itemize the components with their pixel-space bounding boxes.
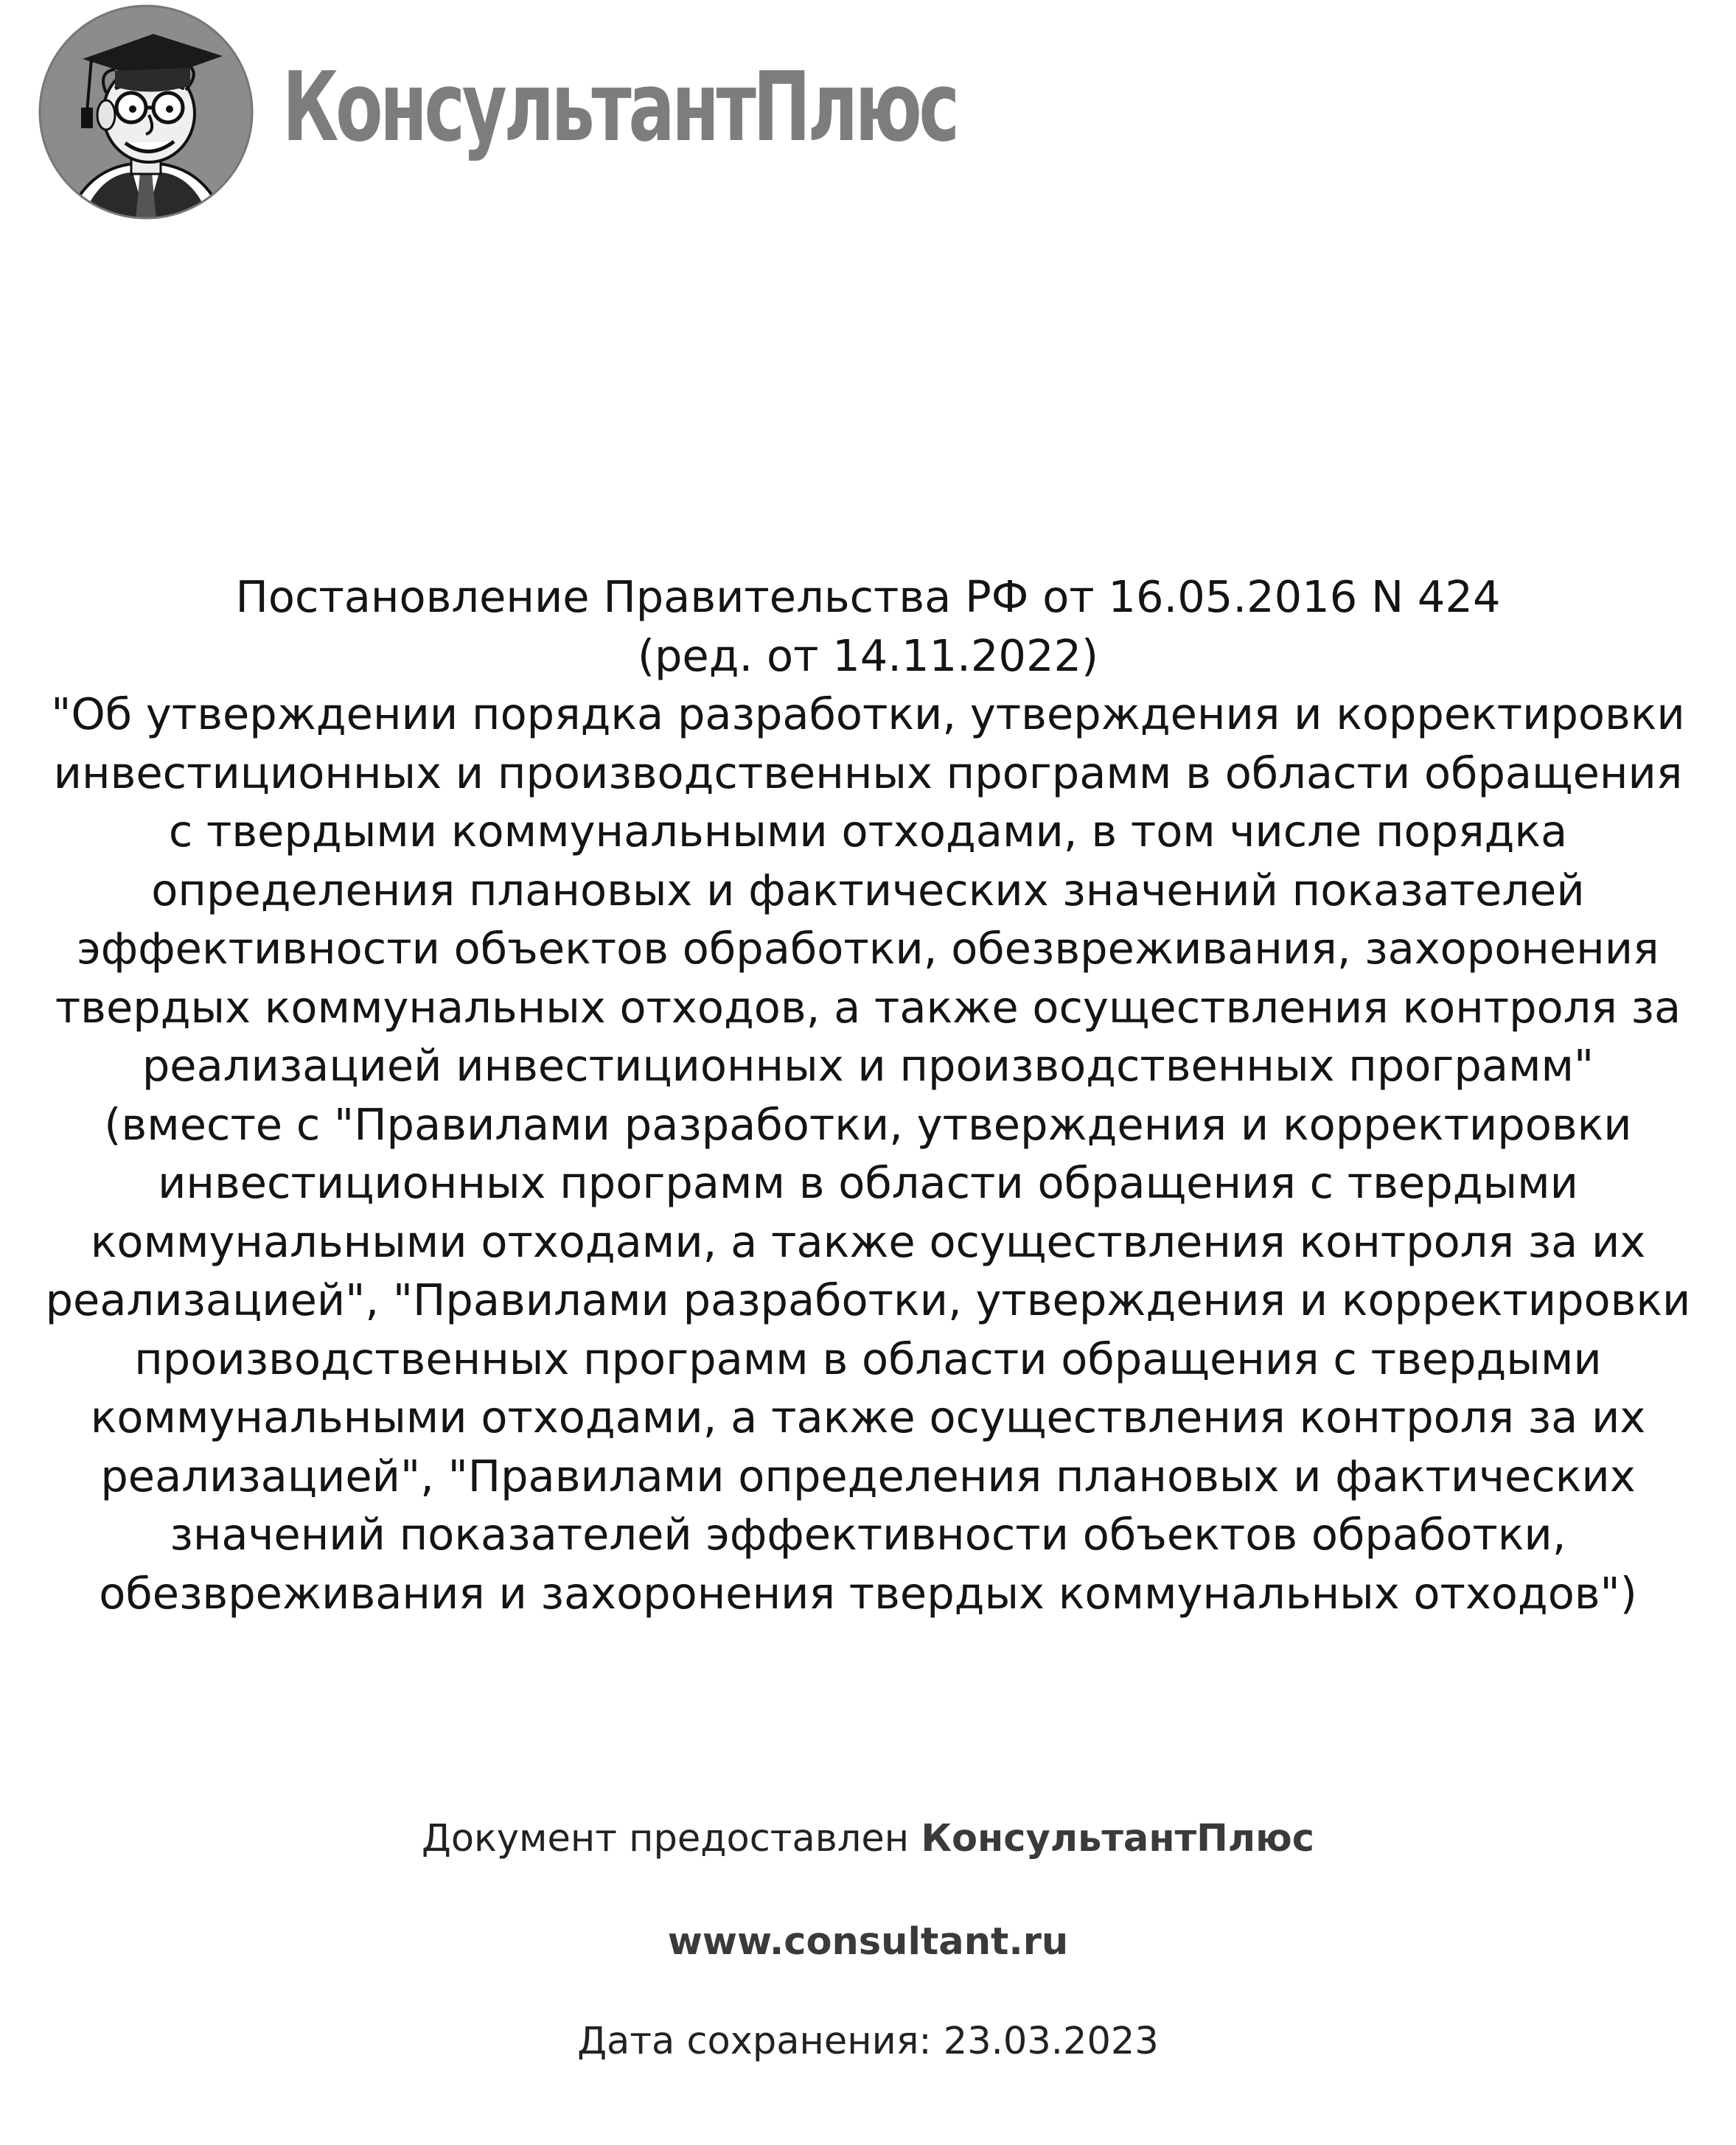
consultant-mascot-logo-icon [38, 4, 254, 220]
title-line: определения плановых и фактических значений показателей [151, 864, 1585, 915]
title-line: реализацией инвестиционных и производственных программ" [142, 1040, 1594, 1091]
website-link[interactable]: www.consultant.ru [667, 1920, 1069, 1964]
title-line: (вместе с "Правилами разработки, утверждения и корректировки [104, 1098, 1632, 1150]
title-line: (ред. от 14.11.2022) [637, 629, 1099, 681]
title-line: значений показателей эффективности объектов обработки, [170, 1509, 1566, 1560]
title-line: обезвреживания и захоронения твердых коммунальных отходов") [99, 1567, 1637, 1619]
brand-logo-wordmark: КонсультантПлюс [282, 51, 957, 163]
title-line: коммунальными отходами, а также осуществления контроля за их [90, 1392, 1646, 1443]
provided-brand: КонсультантПлюс [921, 1817, 1314, 1860]
title-line: коммунальными отходами, а также осуществления контроля за их [90, 1216, 1646, 1267]
title-line: Постановление Правительства РФ от 16.05.2016 N 424 [235, 571, 1501, 622]
title-line: производственных программ в области обращения с твердыми [134, 1333, 1602, 1384]
title-line: инвестиционных программ в области обращения с твердыми [158, 1157, 1578, 1208]
provided-prefix: Документ предоставлен [422, 1817, 910, 1860]
title-line: реализацией", "Правилами разработки, утверждения и корректировки [45, 1274, 1691, 1325]
title-line: реализацией", "Правилами определения плановых и фактических [100, 1450, 1636, 1502]
saved-date: Дата сохранения: 23.03.2023 [577, 2020, 1159, 2063]
title-line: инвестиционных и производственных программ в области обращения [53, 747, 1683, 798]
title-line: твердых коммунальных отходов, а также осуществления контроля за [55, 981, 1681, 1033]
document-title [29, 568, 1707, 1622]
provided-by-line [0, 1813, 1736, 1865]
title-line: с твердыми коммунальными отходами, в том числе порядка [168, 806, 1568, 857]
title-line: эффективности объектов обработки, обезвреживания, захоронения [77, 923, 1659, 974]
title-line: "Об утверждении порядка разработки, утверждения и корректировки [51, 688, 1685, 739]
